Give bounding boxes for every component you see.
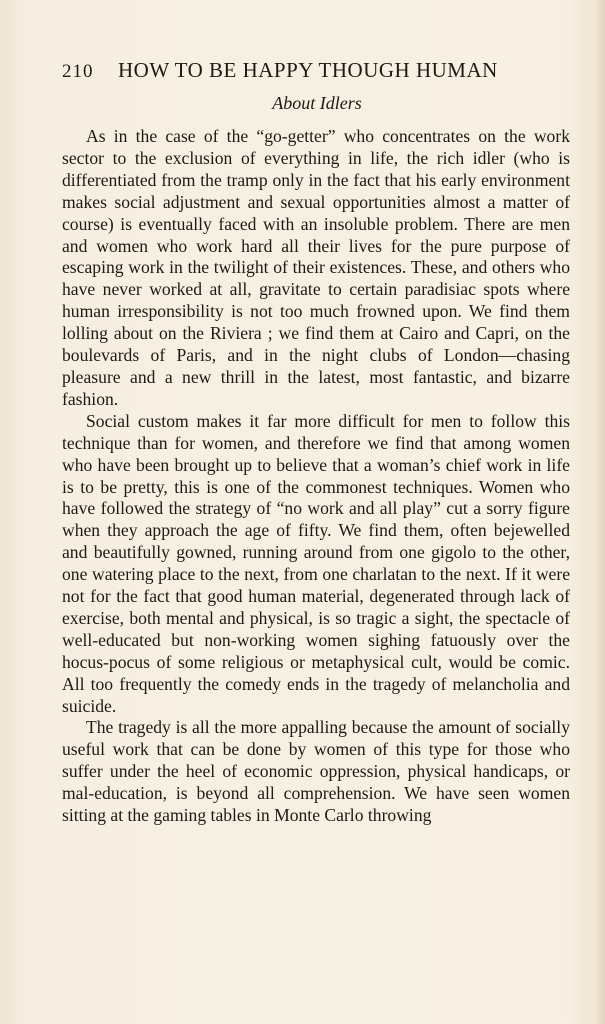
section-title: About Idlers <box>272 93 362 113</box>
paragraph-2: Social custom makes it far more difficult for men to follow this technique than for women, and therefore we find that among women who have been brought up to believe that a woman’s chief work in life is to be pretty, this is one of the commonest techniques. Women who have followed the strategy of “no work and all play” cut a sorry figure when they approach the age of fifty. We find them, often bejewelled and beautifully gowned, running around from one gigolo to the other, one watering place to the next, from one charlatan to the next. If it were not for the fact that good human material, degenerated through lack of exercise, both mental and physical, is so tragic a sight, the spectacle of well-educated but non-working women sighing fatuously over the hocus-pocus of some religious or metaphysical cult, would be comic. All too frequently the comedy ends in the tragedy of melancholia and suicide. <box>62 410 570 716</box>
paragraph-1: As in the case of the “go-getter” who concentrates on the work sector to the exclusion of everything in life, the rich idler (who is differentiated from the tramp only in the fact that his early environment makes social adjustment and sexual opportunities almost a matter of course) is eventually faced with an insoluble problem. There are men and women who work hard all their lives for the pure purpose of escaping work in the twilight of their existences. These, and others who have never worked at all, gravitate to certain paradisiac spots where human irresponsibility is not too much frowned upon. We find them lolling about on the Riviera ; we find them at Cairo and Capri, on the boulevards of Paris, and in the night clubs of London—chasing pleasure and a new thrill in the latest, most fantastic, and bizarre fashion. <box>62 126 570 409</box>
paragraph-3: The tragedy is all the more appalling because the amount of socially useful work that can be done by women of this type for those who suffer under the heel of economic oppression, physical handicaps, or mal-education, is beyond all comprehension. We have seen women sitting at the gaming tables in Monte Carlo throwing <box>62 717 570 826</box>
page-header <box>62 58 572 86</box>
page-number: 210 <box>62 61 94 82</box>
body-text <box>62 126 570 827</box>
page-edge-shadow <box>595 0 605 1024</box>
running-head: HOW TO BE HAPPY THOUGH HUMAN <box>118 58 498 82</box>
